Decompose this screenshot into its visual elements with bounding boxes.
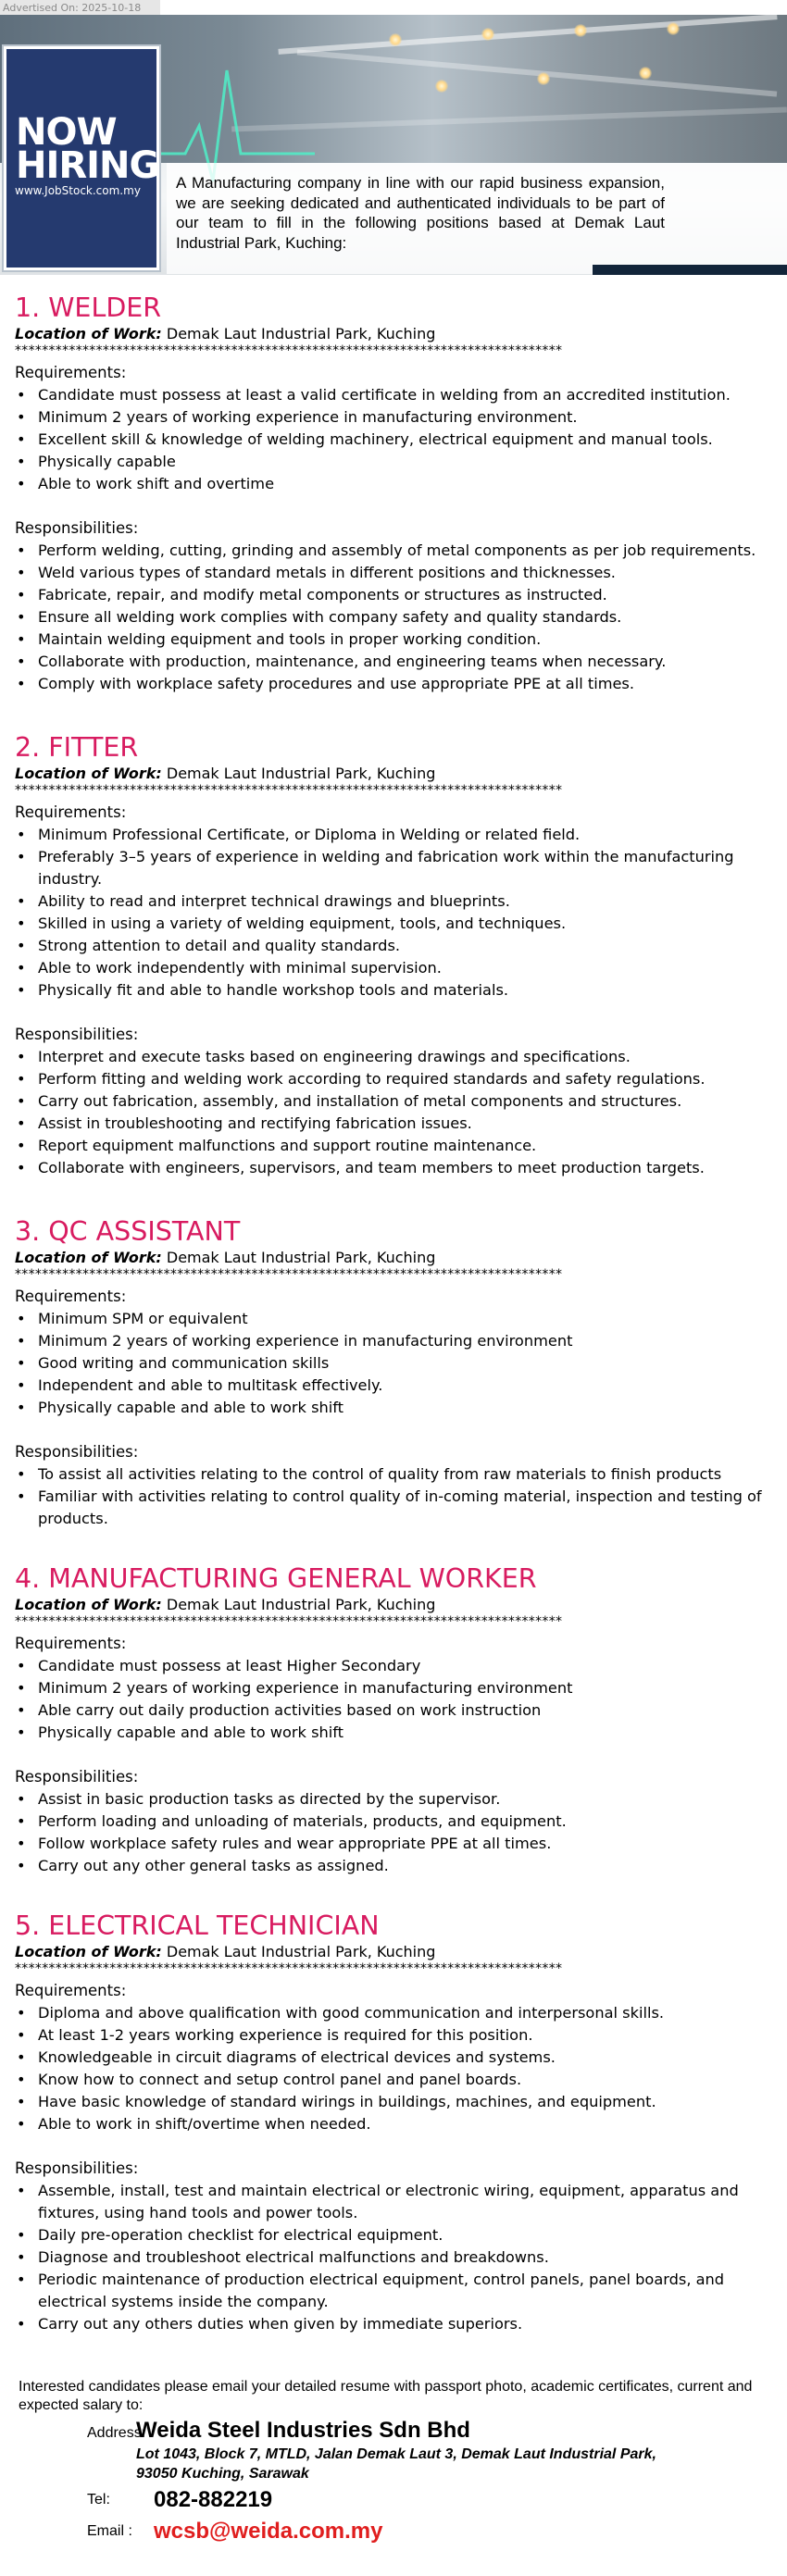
responsibilities-list: [15, 1788, 774, 1877]
responsibilities-list: [15, 1046, 774, 1179]
job-location: [15, 325, 774, 343]
requirement-item: • Physically fit and able to handle workshop tools and materials.: [38, 979, 774, 1002]
responsibility-item: • Collaborate with production, maintenance, and engineering teams when necessary.: [38, 651, 774, 673]
job-location: [15, 1943, 774, 1961]
responsibilities-heading: Responsibilities:: [15, 2159, 139, 2177]
requirement-item: • Excellent skill & knowledge of welding machinery, electrical equipment and manual tools.: [38, 429, 774, 451]
job-location: [15, 1596, 774, 1614]
responsibilities-list: [15, 1463, 774, 1530]
job-section: [15, 1215, 774, 1530]
apply-instructions: Interested candidates please email your detailed resume with passport photo, academic certificates, current and expected salary to:: [19, 2379, 753, 2413]
intro-text: A Manufacturing company in line with our rapid business expansion, we are seeking dedicated and authenticated individuals to be part of our team to fill in the following positions based at Demak Laut Industrial Park, Kuching:: [176, 174, 665, 252]
requirement-item: • Candidate must possess at least a valid certificate in welding from an accredited institution.: [38, 384, 774, 406]
job-section: [15, 1910, 774, 2335]
responsibility-item: • Report equipment malfunctions and support routine maintenance.: [38, 1135, 774, 1157]
responsibility-item: • Assist in troubleshooting and rectifying fabrication issues.: [38, 1113, 774, 1135]
requirements-list: [15, 1655, 774, 1744]
requirement-item: • Able carry out daily production activities based on work instruction: [38, 1699, 774, 1722]
responsibility-item: • Carry out any others duties when given by immediate superiors.: [38, 2313, 774, 2335]
location-value: Demak Laut Industrial Park, Kuching: [166, 1943, 436, 1960]
requirement-item: • Able to work independently with minimal supervision.: [38, 957, 774, 979]
requirement-item: • Candidate must possess at least Higher Secondary: [38, 1655, 774, 1677]
requirements-heading: Requirements:: [15, 1982, 127, 1999]
requirement-item: • Physically capable and able to work shift: [38, 1722, 774, 1744]
job-title: 1. WELDER: [15, 292, 162, 323]
tel-label: Tel:: [87, 2492, 110, 2508]
responsibilities-heading: Responsibilities:: [15, 1443, 139, 1461]
requirement-item: • Independent and able to multitask effectively.: [38, 1375, 774, 1397]
email-label: Email :: [87, 2523, 132, 2539]
requirement-item: • Preferably 3–5 years of experience in welding and fabrication work within the manufacturing industry.: [38, 846, 774, 890]
requirement-item: • At least 1-2 years working experience is required for this position.: [38, 2024, 774, 2047]
responsibilities-list: [15, 2180, 774, 2335]
responsibility-item: • Comply with workplace safety procedures and use appropriate PPE at all times.: [38, 673, 774, 695]
requirement-item: • Know how to connect and setup control panel and panel boards.: [38, 2069, 774, 2091]
responsibility-item: • Assist in basic production tasks as directed by the supervisor.: [38, 1788, 774, 1811]
job-section: [15, 731, 774, 1179]
divider-stars: *********************************************************************************: [15, 1961, 563, 1976]
responsibility-item: • Carry out fabrication, assembly, and installation of metal components and structures.: [38, 1090, 774, 1113]
responsibility-item: • Diagnose and troubleshoot electrical malfunctions and breakdowns.: [38, 2246, 774, 2269]
location-value: Demak Laut Industrial Park, Kuching: [166, 325, 436, 342]
requirement-item: • Strong attention to detail and quality standards.: [38, 935, 774, 957]
job-title: 3. QC ASSISTANT: [15, 1216, 241, 1247]
responsibility-item: • Perform welding, cutting, grinding and assembly of metal components as per job requirements.: [38, 540, 774, 562]
job-title: 5. ELECTRICAL TECHNICIAN: [15, 1910, 380, 1941]
address-label: Address:: [87, 2425, 146, 2441]
responsibilities-heading: Responsibilities:: [15, 1026, 139, 1043]
requirement-item: • Diploma and above qualification with good communication and interpersonal skills.: [38, 2002, 774, 2024]
requirements-heading: Requirements:: [15, 803, 127, 821]
responsibility-item: • Perform fitting and welding work according to required standards and safety regulations.: [38, 1068, 774, 1090]
responsibility-item: • Collaborate with engineers, supervisors, and team members to meet production targets.: [38, 1157, 774, 1179]
responsibility-item: • Weld various types of standard metals in different positions and thicknesses.: [38, 562, 774, 584]
responsibility-item: • Assemble, install, test and maintain electrical or electronic wiring, equipment, apparatus and fixtures, using hand tools and power tools.: [38, 2180, 774, 2224]
job-section: [15, 1562, 774, 1877]
divider-stars: *********************************************************************************: [15, 1267, 563, 1282]
requirement-item: • Able to work shift and overtime: [38, 473, 774, 495]
now-hiring-logo: [4, 46, 159, 270]
responsibility-item: • Follow workplace safety rules and wear appropriate PPE at all times.: [38, 1833, 774, 1855]
logo-text: NOW HIRING: [16, 111, 159, 187]
job-section: [15, 292, 774, 695]
location-label: Location of Work:: [15, 765, 162, 782]
logo-site: www.JobStock.com.my: [15, 184, 141, 197]
location-value: Demak Laut Industrial Park, Kuching: [166, 765, 436, 782]
requirement-item: • Physically capable and able to work shift: [38, 1397, 774, 1419]
requirements-list: [15, 1308, 774, 1419]
address-line-1: Lot 1043, Block 7, MTLD, Jalan Demak Laut 3, Demak Laut Industrial Park,: [136, 2446, 656, 2462]
requirement-item: • Knowledgeable in circuit diagrams of electrical devices and systems.: [38, 2047, 774, 2069]
company-address: [136, 2445, 729, 2483]
requirement-item: • Ability to read and interpret technical drawings and blueprints.: [38, 890, 774, 913]
requirement-item: • Have basic knowledge of standard wirings in buildings, machines, and equipment.: [38, 2091, 774, 2113]
requirement-item: • Able to work in shift/overtime when needed.: [38, 2113, 774, 2135]
requirement-item: • Skilled in using a variety of welding equipment, tools, and techniques.: [38, 913, 774, 935]
location-label: Location of Work:: [15, 1249, 162, 1266]
location-value: Demak Laut Industrial Park, Kuching: [166, 1596, 436, 1613]
tel-number[interactable]: 082-882219: [154, 2487, 273, 2512]
job-location: [15, 765, 774, 783]
address-line-2: 93050 Kuching, Sarawak: [136, 2466, 309, 2482]
contact-section: [19, 2378, 778, 2415]
advertised-date: Advertised On: 2025-10-18: [0, 0, 160, 16]
divider-stars: *********************************************************************************: [15, 783, 563, 798]
requirement-item: • Minimum Professional Certificate, or Diploma in Welding or related field.: [38, 824, 774, 846]
divider-stars: *********************************************************************************: [15, 1614, 563, 1629]
responsibility-item: • Perform loading and unloading of materials, products, and equipment.: [38, 1811, 774, 1833]
requirement-item: • Minimum 2 years of working experience in manufacturing environment: [38, 1330, 774, 1352]
responsibility-item: • To assist all activities relating to the control of quality from raw materials to finish products: [38, 1463, 774, 1486]
location-label: Location of Work:: [15, 325, 162, 342]
responsibility-item: • Periodic maintenance of production electrical equipment, control panels, panel boards, and electrical systems inside the company.: [38, 2269, 774, 2313]
requirement-item: • Minimum SPM or equivalent: [38, 1308, 774, 1330]
requirement-item: • Minimum 2 years of working experience in manufacturing environment: [38, 1677, 774, 1699]
location-value: Demak Laut Industrial Park, Kuching: [166, 1249, 436, 1266]
requirements-list: [15, 824, 774, 1002]
requirements-list: [15, 2002, 774, 2135]
company-name: Weida Steel Industries Sdn Bhd: [136, 2418, 470, 2443]
requirements-heading: Requirements:: [15, 1635, 127, 1652]
responsibility-item: • Fabricate, repair, and modify metal components or structures as instructed.: [38, 584, 774, 606]
responsibilities-heading: Responsibilities:: [15, 519, 139, 537]
hero-accent-bar: [593, 265, 787, 275]
responsibility-item: • Interpret and execute tasks based on engineering drawings and specifications.: [38, 1046, 774, 1068]
requirements-heading: Requirements:: [15, 364, 127, 381]
job-title: 2. FITTER: [15, 732, 139, 763]
divider-stars: *********************************************************************************: [15, 343, 563, 358]
responsibility-item: • Daily pre-operation checklist for electrical equipment.: [38, 2224, 774, 2246]
responsibility-item: • Carry out any other general tasks as assigned.: [38, 1855, 774, 1877]
responsibilities-heading: Responsibilities:: [15, 1768, 139, 1786]
requirement-item: • Physically capable: [38, 451, 774, 473]
requirement-item: • Minimum 2 years of working experience in manufacturing environment.: [38, 406, 774, 429]
job-location: [15, 1249, 774, 1267]
job-title: 4. MANUFACTURING GENERAL WORKER: [15, 1563, 537, 1594]
responsibility-item: • Familiar with activities relating to control quality of in-coming material, inspection and testing of products.: [38, 1486, 774, 1530]
requirement-item: • Good writing and communication skills: [38, 1352, 774, 1375]
requirements-list: [15, 384, 774, 495]
email-address[interactable]: wcsb@weida.com.my: [154, 2519, 383, 2544]
responsibility-item: • Maintain welding equipment and tools in proper working condition.: [38, 628, 774, 651]
requirements-heading: Requirements:: [15, 1288, 127, 1305]
location-label: Location of Work:: [15, 1596, 162, 1613]
responsibility-item: • Ensure all welding work complies with company safety and quality standards.: [38, 606, 774, 628]
responsibilities-list: [15, 540, 774, 695]
location-label: Location of Work:: [15, 1943, 162, 1960]
